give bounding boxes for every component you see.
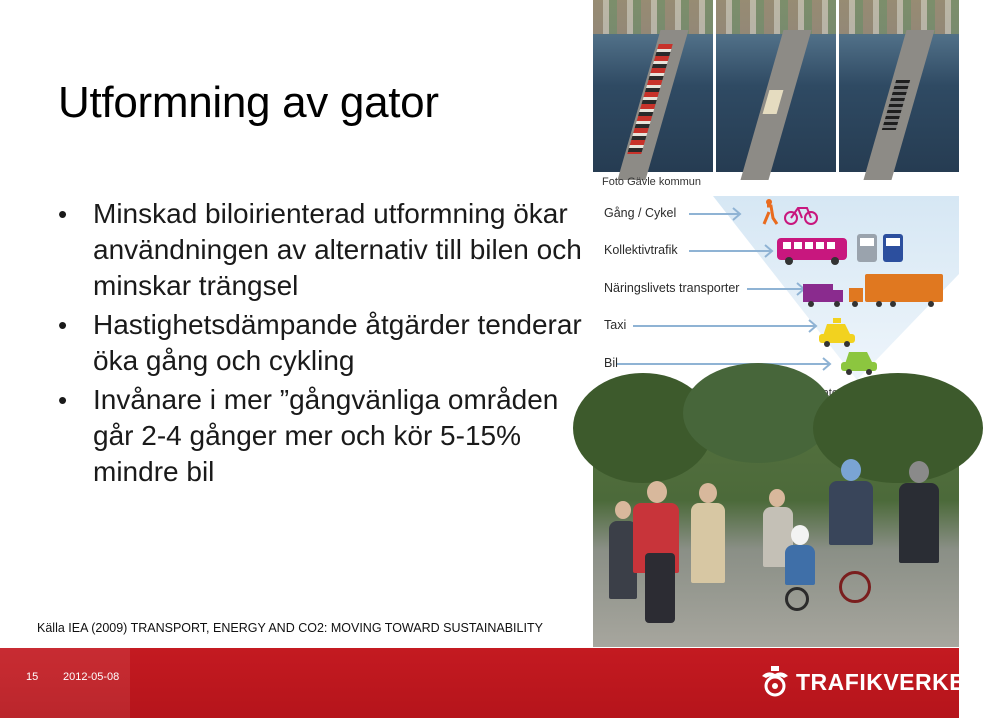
bullet-item: • Hastighetsdämpande åtgärder tenderar öka gång och cykling xyxy=(58,307,588,379)
aerial-photo-cars xyxy=(593,0,713,172)
logo-text: TRAFIKVERKET xyxy=(796,669,980,695)
aerial-photo-strip xyxy=(593,0,959,172)
slide-date: 2012-05-08 xyxy=(63,671,120,683)
bullet-list xyxy=(58,196,588,493)
transport-hierarchy-diagram xyxy=(593,194,959,384)
hierarchy-label-business-transport: Näringslivets transporter xyxy=(604,281,740,295)
footer-bar xyxy=(0,648,980,718)
winged-wheel-icon xyxy=(760,666,790,700)
page-number: 15 xyxy=(26,671,39,683)
hierarchy-label-walk-cycle: Gång / Cykel xyxy=(604,206,677,220)
bullet-item: • Minskad biloirienterad utformning ökar användningen av alternativ till bilen och minskar trängsel xyxy=(58,196,588,304)
source-citation: Källa IEA (2009) TRANSPORT, ENERGY AND CO2: MOVING TOWARD SUSTAINABILITY xyxy=(37,621,543,635)
aerial-photo-bicycles xyxy=(839,0,959,172)
hierarchy-label-taxi: Taxi xyxy=(604,318,627,332)
hierarchy-label-car: Bil xyxy=(604,356,618,370)
bullet-item: • Invånare i mer ”gångvänliga områden går 2-4 gånger mer och kör 5-15% mindre bil xyxy=(58,382,588,490)
hierarchy-label-public-transport: Kollektivtrafik xyxy=(604,243,678,257)
aerial-photo-bus xyxy=(716,0,836,172)
street-photo xyxy=(593,403,959,647)
trafikverket-logo xyxy=(760,666,980,700)
slide-title: Utformning av gator xyxy=(58,78,439,127)
photo-credit: Foto Gävle kommun xyxy=(602,176,702,188)
